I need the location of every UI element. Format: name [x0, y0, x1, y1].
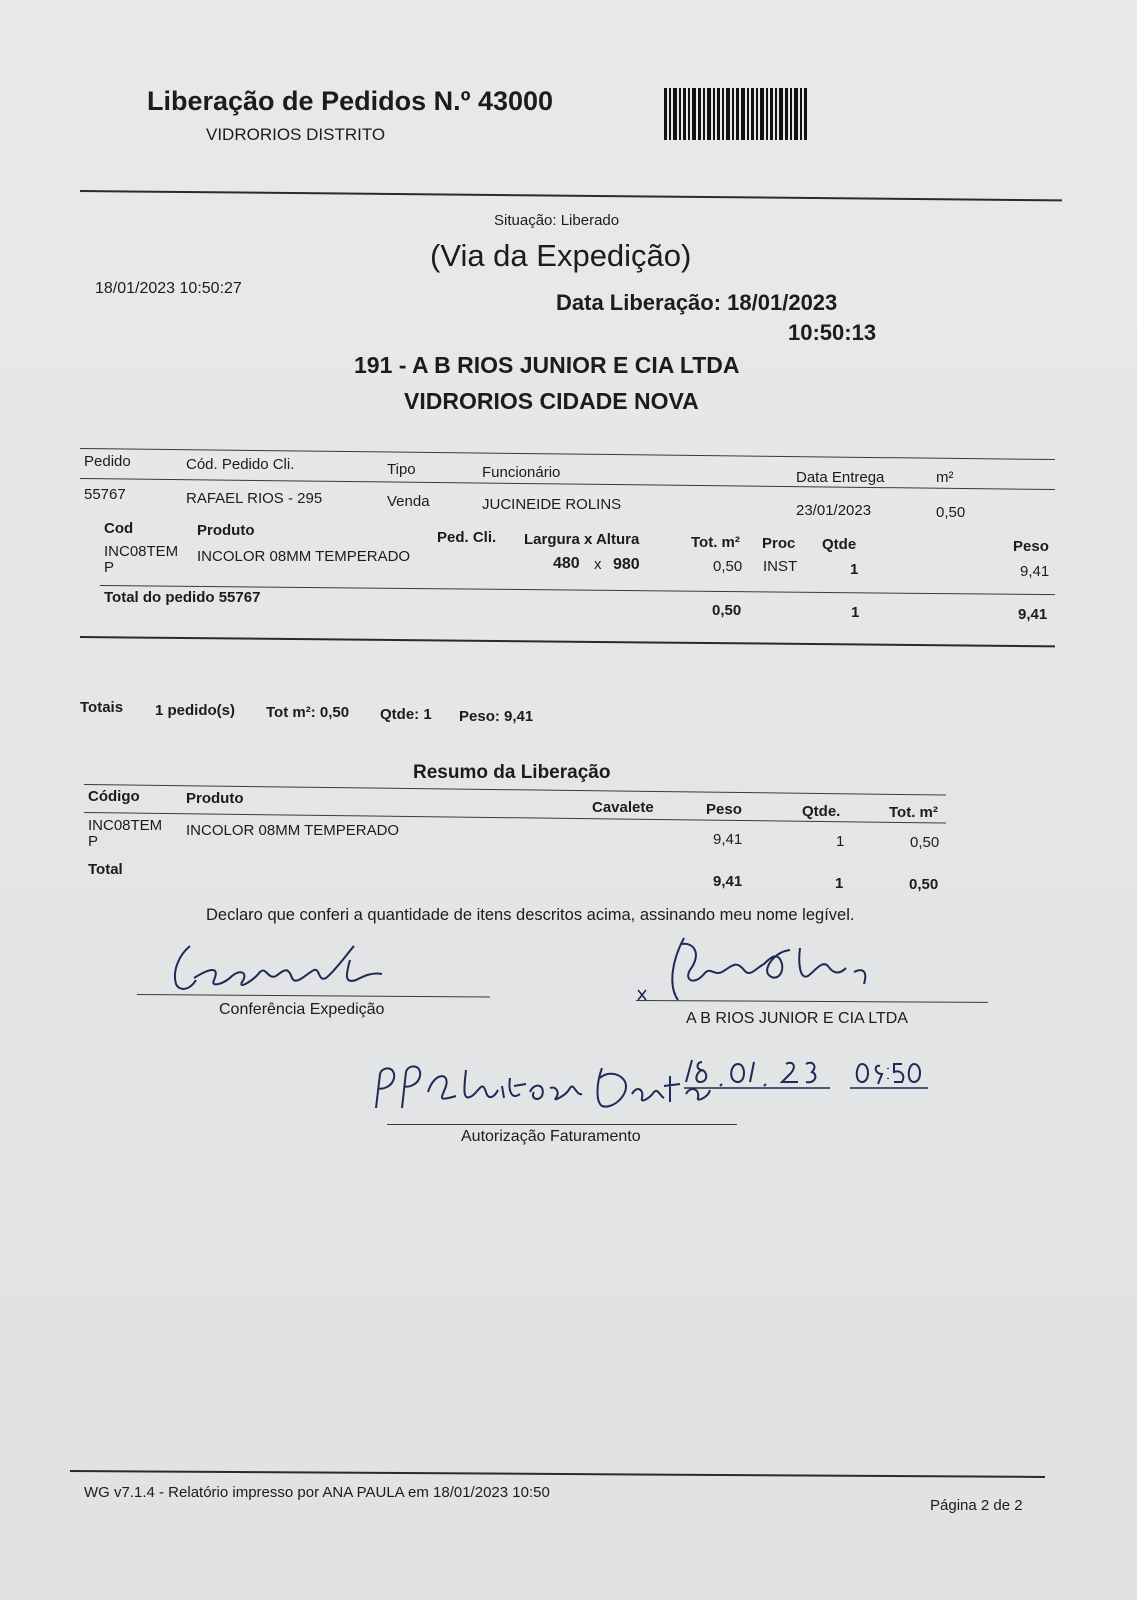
header-tipo: Tipo [387, 461, 416, 478]
item-header-proc: Proc [762, 535, 796, 552]
header-m2: m² [936, 469, 954, 486]
item-header-produto: Produto [197, 522, 255, 539]
item-cod-line1: INC08TEM [104, 543, 179, 560]
order-tipo: Venda [387, 493, 430, 510]
totais-qtde: Qtde: 1 [380, 706, 432, 723]
resumo-title: Resumo da Liberação [413, 762, 611, 783]
resumo-header-peso: Peso [706, 801, 742, 818]
totais-pedidos: 1 pedido(s) [155, 702, 236, 719]
item-largura: 480 [553, 555, 580, 572]
header-data-entrega: Data Entrega [796, 469, 885, 486]
resumo-total-tot-m2: 0,50 [909, 876, 939, 893]
status-text: Situação: Liberado [494, 212, 620, 229]
order-m2: 0,50 [936, 504, 966, 521]
resumo-produto: INCOLOR 08MM TEMPERADO [186, 822, 400, 839]
copy-type-title: (Via da Expedição) [430, 238, 692, 273]
order-cod-pedido-cli: RAFAEL RIOS - 295 [186, 490, 323, 507]
conferencia-label: Conferência Expedição [219, 1001, 385, 1018]
totais-peso: Peso: 9,41 [459, 708, 534, 725]
order-total-label: Total do pedido 55767 [104, 589, 261, 606]
resumo-peso: 9,41 [713, 831, 743, 848]
company-name: VIDRORIOS DISTRITO [206, 125, 386, 144]
footer-printed-by: WG v7.1.4 - Relatório impresso por ANA PAULA em 18/01/2023 10:50 [84, 1484, 550, 1501]
item-altura: 980 [613, 556, 640, 573]
order-table-bottom-rule [80, 636, 1055, 647]
item-peso: 9,41 [1020, 563, 1050, 580]
totais-label: Totais [80, 699, 124, 716]
footer-page-number: Página 2 de 2 [930, 1497, 1023, 1514]
signature-rafael [632, 930, 892, 1010]
print-datetime: 18/01/2023 10:50:27 [95, 280, 242, 297]
client-name: 191 - A B RIOS JUNIOR E CIA LTDA [354, 352, 740, 378]
resumo-total-label: Total [88, 861, 123, 878]
release-date: Data Liberação: 18/01/2023 [556, 290, 838, 315]
item-header-largura-altura: Largura x Altura [524, 531, 640, 548]
autorizacao-label: Autorização Faturamento [461, 1128, 641, 1145]
item-produto: INCOLOR 08MM TEMPERADO [197, 548, 411, 565]
header-pedido: Pedido [84, 453, 131, 470]
order-header-rule [80, 478, 1055, 490]
header-divider [80, 190, 1062, 201]
document-title: Liberação de Pedidos N.º 43000 [147, 86, 554, 116]
item-header-tot-m2: Tot. m² [691, 534, 740, 551]
item-proc: INST [763, 558, 798, 575]
item-cod-line2: P [104, 559, 115, 576]
signature-vitoria [370, 1058, 720, 1118]
resumo-codigo [88, 818, 162, 850]
signature-leonardo [150, 940, 410, 1000]
resumo-qtde: 1 [836, 833, 845, 850]
resumo-header-produto: Produto [186, 790, 244, 807]
item-x: x [594, 556, 602, 573]
declaration-text: Declaro que conferi a quantidade de itens descritos acima, assinando meu nome legível. [206, 906, 855, 924]
footer-rule [70, 1470, 1045, 1478]
item-header-ped-cli: Ped. Cli. [437, 529, 497, 546]
resumo-total-qtde: 1 [835, 875, 844, 892]
release-time: 10:50:13 [788, 320, 877, 345]
header-cod-pedido-cli: Cód. Pedido Cli. [186, 456, 295, 473]
resumo-header-codigo: Código [88, 788, 140, 805]
resumo-tot-m2: 0,50 [910, 834, 940, 851]
client-branch: VIDRORIOS CIDADE NOVA [404, 388, 699, 414]
resumo-header-qtde: Qtde. [802, 803, 841, 820]
client-signature-label: A B RIOS JUNIOR E CIA LTDA [686, 1010, 908, 1027]
order-data-entrega: 23/01/2023 [796, 502, 872, 519]
totais-tot-m2: Tot m²: 0,50 [266, 704, 350, 721]
item-cod [104, 544, 178, 576]
header-funcionario: Funcionário [482, 464, 561, 481]
resumo-header-tot-m2: Tot. m² [889, 804, 938, 821]
signature-line-autorizacao [387, 1124, 737, 1125]
item-header-qtde: Qtde [822, 536, 857, 553]
order-total-qtde: 1 [851, 604, 860, 621]
item-header-peso: Peso [1013, 538, 1049, 555]
item-tot-m2: 0,50 [713, 558, 743, 575]
resumo-header-cavalete: Cavalete [592, 799, 654, 816]
item-qtde: 1 [850, 561, 859, 578]
order-pedido: 55767 [84, 486, 126, 503]
item-header-cod: Cod [104, 520, 134, 537]
handwritten-date [680, 1054, 950, 1094]
resumo-total-peso: 9,41 [713, 873, 743, 890]
order-funcionario: JUCINEIDE ROLINS [482, 496, 622, 513]
resumo-codigo-line2: P [88, 833, 99, 850]
resumo-codigo-line1: INC08TEM [88, 817, 163, 834]
order-total-peso: 9,41 [1018, 606, 1048, 623]
barcode [664, 88, 836, 140]
order-total-tot-m2: 0,50 [712, 602, 742, 619]
